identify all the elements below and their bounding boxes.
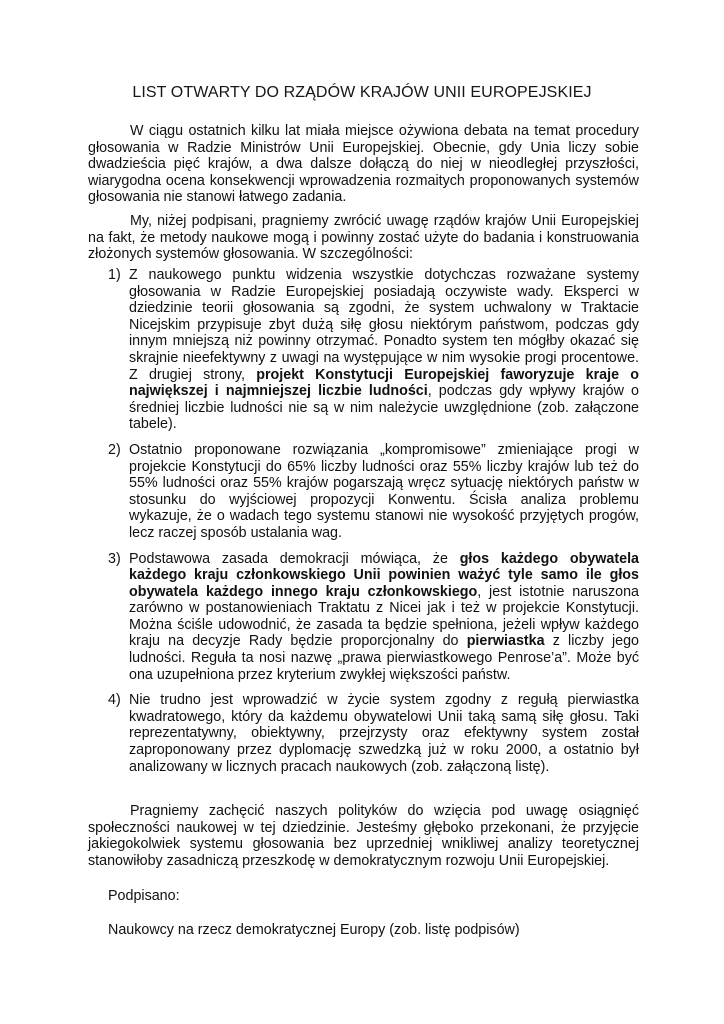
appeal-paragraph: My, niżej podpisani, pragniemy zwrócić uwagę rządów krajów Unii Europejskiej na fakt, że metody naukowe mogą i powinny zostać użyte do badania i konstruowania złożonych systemów głosowania. W szczególności: (88, 213, 639, 263)
list-item-emphasis: projekt Konstytucji Europejskiej faworyzuje kraje o największej i najmniejszej liczbie ludności (129, 366, 639, 400)
list-item-text: Z naukowego punktu widzenia wszystkie dotychczas rozważane systemy głosowania w Radzie Europejskiej posiadają oczywiste wady. Eksperci w dziedzinie teorii głosowania są zgodni, że system uchwalony w Traktacie Nicejskim przypisuje zbyt dużą siłę głosu niektórym państwom, podczas gdy innym mniejszą niż powinny otrzymać. Ponadto system ten mógłby okazać się skrajnie nieefektywny z uwagi na występujące w nim wysokie progi procentowe. Z drugiej strony, (129, 267, 639, 383)
list-item-text: , podczas gdy wpływy krajów o średniej liczbie ludności nie są w nim należycie uwzględnione (zob. załączone tabele). (129, 383, 639, 433)
list-item-number: 2) (108, 441, 121, 458)
list-item (108, 692, 639, 775)
list-item-text: Nie trudno jest wprowadzić w życie system zgodny z regułą pierwiastka kwadratowego, który da każdemu obywatelowi Unii taką samą siłę głosu. Taki reprezentatywny, obiektywny, przejrzysty oraz efektywny system został zaproponowany przez dyplomację szwedzką już w roku 2000, a ostatnio był analizowany w licznych pracach naukowych (zob. załączoną listę). (129, 692, 639, 775)
list-item-emphasis: głos każdego obywatela każdego kraju członkowskiego Unii powinien ważyć tyle samo ile głos obywatela każdego innego kraju członkowskiego (129, 550, 639, 600)
list-item-emphasis: pierwiastka (466, 633, 545, 650)
list-item (108, 442, 639, 542)
list-item (108, 267, 639, 433)
list-item-text: Podstawowa zasada demokracji mówiąca, że (129, 550, 460, 567)
page-title: LIST OTWARTY DO RZĄDÓW KRAJÓW UNII EUROPEJSKIEJ (132, 84, 592, 101)
signatories-line: Naukowcy na rzecz demokratycznej Europy (zob. listę podpisów) (108, 922, 520, 938)
list-item-number: 3) (108, 550, 121, 567)
list-item-number: 4) (108, 692, 121, 709)
intro-paragraph: W ciągu ostatnich kilku lat miała miejsce ożywiona debata na temat procedury głosowania w Radzie Ministrów Unii Europejskiej. Obecnie, gdy Unia liczy sobie dwadzieścia pięć krajów, a dwa dalsze dołączą do niej w nieodległej przyszłości, wiarygodna ocena konsekwencji wprowadzenia rozmaitych proponowanych systemów głosowania nie stanowi łatwego zadania. (88, 123, 639, 206)
closing-paragraph: Pragniemy zachęcić naszych polityków do wzięcia pod uwagę osiągnięć społeczności naukowej w tej dziedzinie. Jesteśmy głęboko przekonani, że przyjęcie jakiegokolwiek systemu głosowania bez uprzedniej wnikliwej analizy teoretycznej stanowiłoby zasadniczą przeszkodę w demokratycznym rozwoju Unii Europejskiej. (88, 803, 639, 869)
signed-label: Podpisano: (108, 888, 180, 904)
list-item-text: z liczby jego ludności. Reguła ta nosi nazwę „prawa pierwiastkowego Penrose’a”. Może być ona uzupełniona przez kryterium zwykłej większości państw. (129, 633, 639, 683)
list-item-number: 1) (108, 267, 121, 283)
list-item-text: , jest istotnie naruszona zarówno w postanowieniach Traktatu z Nicei jak i też w projekcie Konstytucji. Można ściśle udowodnić, że zasada ta będzie spełniona, jeżeli wpływ każdego kraju na decyzje Rady będzie proporcjonalny do (129, 583, 639, 650)
points-list (108, 267, 639, 775)
list-item-text: Ostatnio proponowane rozwiązania „kompromisowe” zmieniające progi w projekcie Konstytucji do 65% liczby ludności oraz 55% liczby krajów lub też do 55% ludności oraz 55% krajów pogarszają wręcz sytuację niektórych państw w stosunku do wyjściowej propozycji Konwentu. Ścisła analiza problemu wykazuje, że o wadach tego systemu stanowi nie wysokość przyjętych progów, lecz raczej sposób ustalania wag. (129, 441, 639, 541)
list-item (108, 551, 639, 684)
